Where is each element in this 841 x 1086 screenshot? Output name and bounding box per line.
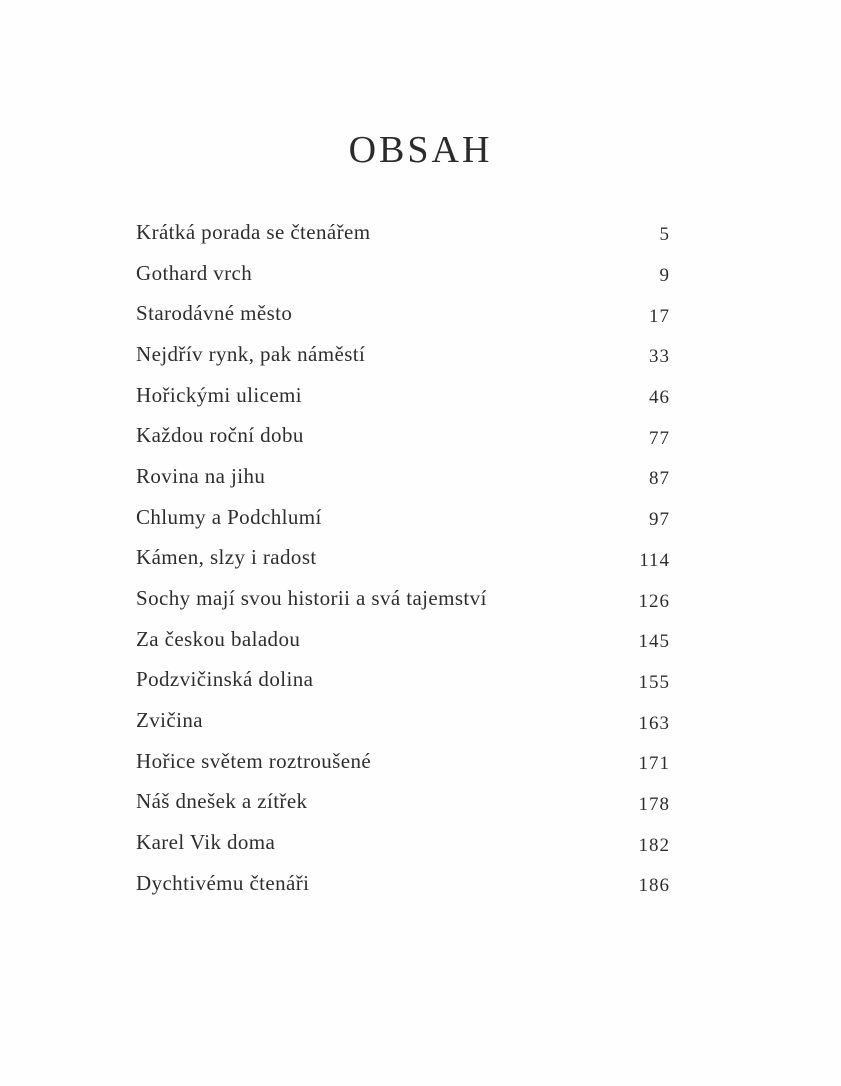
toc-entry-title: Nejdřív rynk, pak náměstí (136, 341, 366, 366)
toc-entry-page: 97 (649, 509, 670, 531)
toc-entry-title: Náš dnešek a zítřek (136, 789, 308, 814)
toc-entry-page: 5 (659, 224, 670, 246)
toc-entry-title: Kámen, slzy i radost (136, 545, 317, 570)
toc-entry (136, 253, 670, 294)
toc-entry-page: 178 (638, 793, 670, 815)
toc-entry-page: 77 (649, 427, 670, 449)
toc-entry (136, 822, 670, 863)
toc-entry (136, 619, 670, 660)
toc-entry-title: Rovina na jihu (136, 463, 266, 488)
toc-entry (136, 456, 670, 497)
toc-entry-page: 46 (649, 387, 670, 409)
toc-entry-title: Hořice světem roztroušené (136, 748, 372, 773)
toc-entry-page: 145 (638, 631, 670, 653)
toc-entry-title: Starodávné město (136, 301, 293, 326)
toc-entry-page: 186 (638, 875, 670, 897)
toc-entry (136, 212, 670, 253)
toc-entry-page: 17 (649, 305, 670, 327)
toc-entry-page: 171 (638, 753, 670, 775)
toc-entry (136, 415, 670, 456)
toc-entry-title: Podzvičinská dolina (136, 667, 314, 692)
toc-entry (136, 782, 670, 823)
toc-entry (136, 375, 670, 416)
toc-entry-page: 126 (638, 590, 670, 612)
toc-entry-page: 9 (659, 265, 670, 287)
toc-entry-title: Chlumy a Podchlumí (136, 504, 322, 529)
toc-entry-title: Dychtivému čtenáři (136, 870, 310, 895)
page-title: OBSAH (348, 129, 493, 171)
toc-entry-title: Hořickými ulicemi (136, 382, 303, 407)
toc-entry (136, 660, 670, 701)
toc-entry-page: 33 (649, 346, 670, 368)
toc-entry-page: 155 (638, 671, 670, 693)
toc-entry-page: 163 (638, 712, 670, 734)
toc-entry (136, 334, 670, 375)
toc-entry (136, 497, 670, 538)
toc-entry (136, 538, 670, 579)
toc-entry-page: 182 (638, 834, 670, 856)
toc-entry-page: 114 (639, 549, 670, 571)
toc-entry-title: Krátká porada se čtenářem (136, 219, 371, 244)
toc-entry (136, 293, 670, 334)
toc-entry-title: Každou roční dobu (136, 423, 304, 448)
toc-entry (136, 741, 670, 782)
toc-entry-title: Gothard vrch (136, 260, 253, 285)
toc-entry (136, 863, 670, 904)
toc-entry-title: Sochy mají svou historii a svá tajemství (136, 586, 487, 611)
toc-entry-title: Zvičina (136, 708, 203, 733)
toc-entry-title: Za českou baladou (136, 626, 301, 651)
toc-entry (136, 578, 670, 619)
table-of-contents (136, 212, 670, 904)
toc-entry-title: Karel Vik doma (136, 830, 276, 855)
toc-entry-page: 87 (649, 468, 670, 490)
toc-entry (136, 700, 670, 741)
